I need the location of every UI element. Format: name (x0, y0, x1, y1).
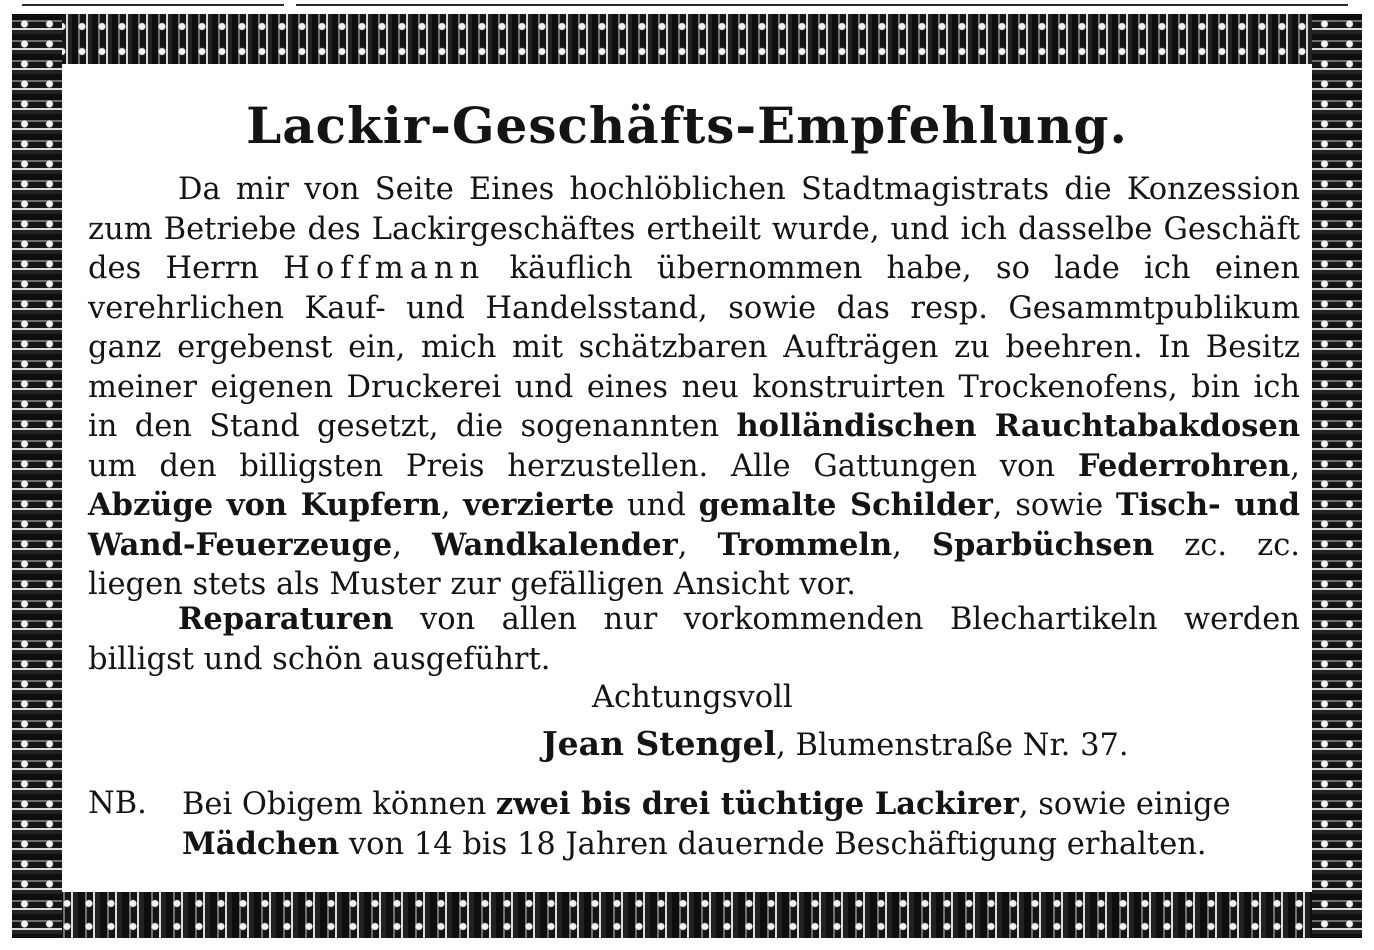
nota-bene-line-2 (182, 824, 1207, 865)
job-highlight: zwei bis drei tüchtige Lackirer (495, 786, 1019, 822)
text-run: , (392, 527, 432, 563)
product-highlight: verzierte (463, 487, 615, 523)
text-run: , (892, 527, 932, 563)
product-highlight: holländischen Rauchtabakdosen (736, 408, 1300, 444)
previous-owner-name: Hoffmann (283, 251, 486, 286)
text-run: von 14 bis 18 Jahren dauernde Beschäftigung erhalten. (339, 827, 1207, 862)
product-highlight: Tisch- und Wand-Feuerzeuge (88, 487, 1301, 563)
top-rule-left (22, 4, 284, 6)
product-highlight: gemalte Schilder (698, 487, 993, 523)
main-paragraph (88, 170, 1300, 605)
signature-address: , Blumenstraße Nr. 37. (776, 728, 1129, 763)
advertisement-title: Lackir-Geschäfts-Empfehlung. (246, 96, 1128, 155)
ornamental-border-top (12, 14, 1362, 64)
product-highlight: Federrohren (1077, 447, 1291, 484)
product-highlight: Wandkalender (432, 526, 678, 563)
text-run: , sowie (992, 488, 1116, 523)
text-run: zc. zc. liegen stets als Muster zur gefälligen Ansicht vor. (88, 527, 1301, 602)
product-highlight: Abzüge von Kupfern (88, 487, 441, 523)
job-highlight: Mädchen (182, 826, 340, 862)
text-run: käuflich übernommen habe, so lade ich einen verehrlichen Kauf- und Handelsstand, sowie das resp. Gesammtpublikum ganz ergebenst ein, mich mit schätzbaren Aufträgen zu beehren. In Besitz meiner eigenen Druckerei und eines neu konstruirten Trockenofens, bin ich in den Stand gesetzt, die sogenannten (88, 251, 1300, 444)
closing-phrase: Achtungsvoll (592, 680, 793, 715)
text-run: , (1290, 448, 1300, 484)
ornamental-border-bottom (12, 892, 1362, 938)
text-run: Bei Obigem können (182, 787, 496, 822)
repairs-paragraph (88, 600, 1300, 679)
product-highlight: Sparbüchsen (931, 526, 1155, 563)
nota-bene-label: NB. (88, 786, 147, 821)
text-run: , (440, 488, 464, 523)
signature-line (542, 724, 1129, 763)
product-highlight: Trommeln (717, 526, 893, 563)
text-run: Da mir von Seite Eines hochlöblichen Stadtmagistrats die Konzession zum Betriebe des Lackirgeschäftes ertheilt wurde, und ich dasselbe Geschäft des Herrn (88, 172, 1300, 286)
text-run: um den billigsten Preis herzustellen. Alle Gattungen von (88, 448, 1078, 484)
top-rule-right (296, 4, 1348, 6)
text-run: von allen nur vorkommenden Blechartikeln werden billigst und schön ausgeführt. (88, 602, 1300, 677)
text-run: , sowie einige (1018, 787, 1231, 822)
repairs-highlight: Reparaturen (178, 601, 394, 637)
signature-name: Jean Stengel (542, 724, 777, 763)
text-run: , (677, 527, 718, 563)
text-run: und (614, 488, 699, 523)
nota-bene-line-1 (182, 784, 1300, 825)
